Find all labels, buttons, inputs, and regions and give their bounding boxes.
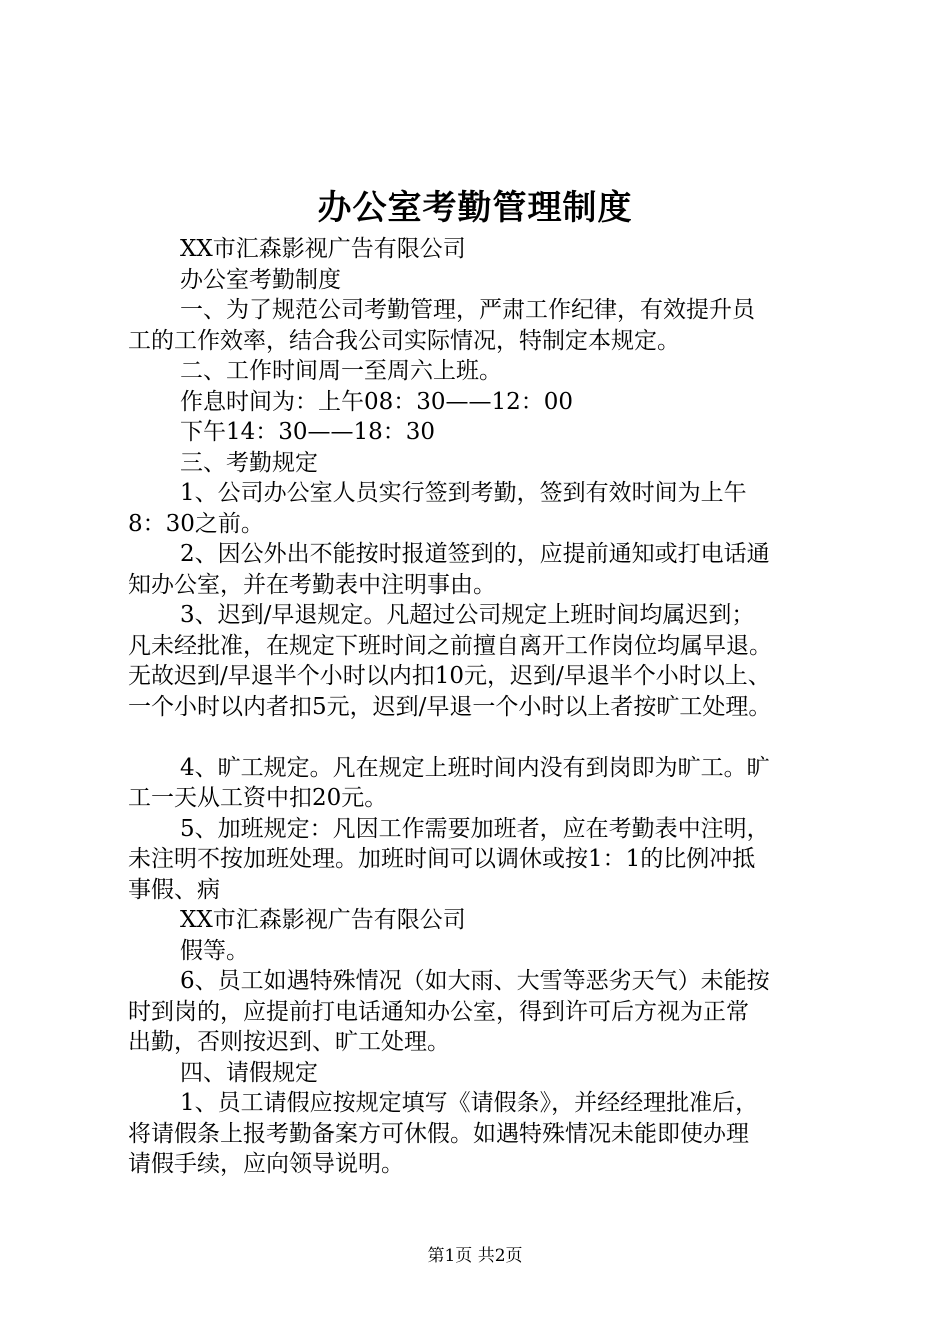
paragraph-line: 1、员工请假应按规定填写《请假条》，并经经理批准后，	[180, 1090, 759, 1116]
section-heading: 四、请假规定	[180, 1059, 318, 1086]
paragraph-line: 作息时间为：上午08：30——12：00	[180, 388, 574, 415]
paragraph-line: 下午14：30——18：30	[180, 419, 436, 445]
paragraph-line: 8：30之前。	[128, 510, 264, 537]
paragraph-line: 出勤，否则按迟到、旷工处理。	[128, 1029, 450, 1055]
company-name-line: XX市汇森影视广告有限公司	[180, 907, 466, 933]
paragraph-line: 时到岗的，应提前打电话通知办公室，得到许可后方视为正常	[128, 998, 749, 1025]
paragraph-line: 二、工作时间周一至周六上班。	[180, 358, 502, 384]
document-title: 办公室考勤管理制度	[317, 188, 633, 228]
blank-line	[128, 722, 852, 753]
paragraph-line: 知办公室，并在考勤表中注明事由。	[128, 571, 496, 598]
paragraph-line: 1、公司办公室人员实行签到考勤，签到有效时间为上午	[180, 480, 747, 506]
paragraph-line: 事假、病	[128, 876, 220, 903]
paragraph-line: 未注明不按加班处理。加班时间可以调休或按1：1的比例冲抵	[128, 846, 756, 872]
paragraph-line: 假等。	[180, 937, 249, 964]
paragraph-line: 请假手续，应向领导说明。	[128, 1151, 404, 1177]
page-footer: 第1页 共2页	[427, 1246, 523, 1266]
paragraph-line: 一个小时以内者扣5元，迟到/早退一个小时以上者按旷工处理。	[128, 693, 772, 720]
paragraph-line: 2、因公外出不能按时报道签到的，应提前通知或打电话通	[180, 541, 770, 567]
paragraph-line: 3、迟到/早退规定。凡超过公司规定上班时间均属迟到；	[180, 602, 755, 628]
paragraph-line: 凡未经批准，在规定下班时间之前擅自离开工作岗位均属早退。	[128, 632, 772, 659]
paragraph-line: 一、为了规范公司考勤管理，严肃工作纪律，有效提升员	[180, 297, 755, 323]
subtitle-line: 办公室考勤制度	[180, 266, 341, 293]
paragraph-line: 将请假条上报考勤备案方可休假。如遇特殊情况未能即使办理	[128, 1120, 749, 1147]
paragraph-line: 4、旷工规定。凡在规定上班时间内没有到岗即为旷工。旷	[180, 754, 770, 781]
section-heading: 三、考勤规定	[180, 449, 318, 476]
paragraph-line: 工一天从工资中扣20元。	[128, 785, 388, 811]
company-name-line: XX市汇森影视广告有限公司	[180, 236, 466, 262]
paragraph-line: 6、员工如遇特殊情况（如大雨、大雪等恶劣天气）未能按	[180, 968, 770, 994]
paragraph-line: 无故迟到/早退半个小时以内扣10元，迟到/早退半个小时以上、	[128, 663, 771, 689]
paragraph-line: 工的工作效率，结合我公司实际情况，特制定本规定。	[128, 327, 680, 354]
paragraph-line: 5、加班规定：凡因工作需要加班者，应在考勤表中注明，	[180, 815, 770, 842]
document-body	[128, 234, 852, 1180]
